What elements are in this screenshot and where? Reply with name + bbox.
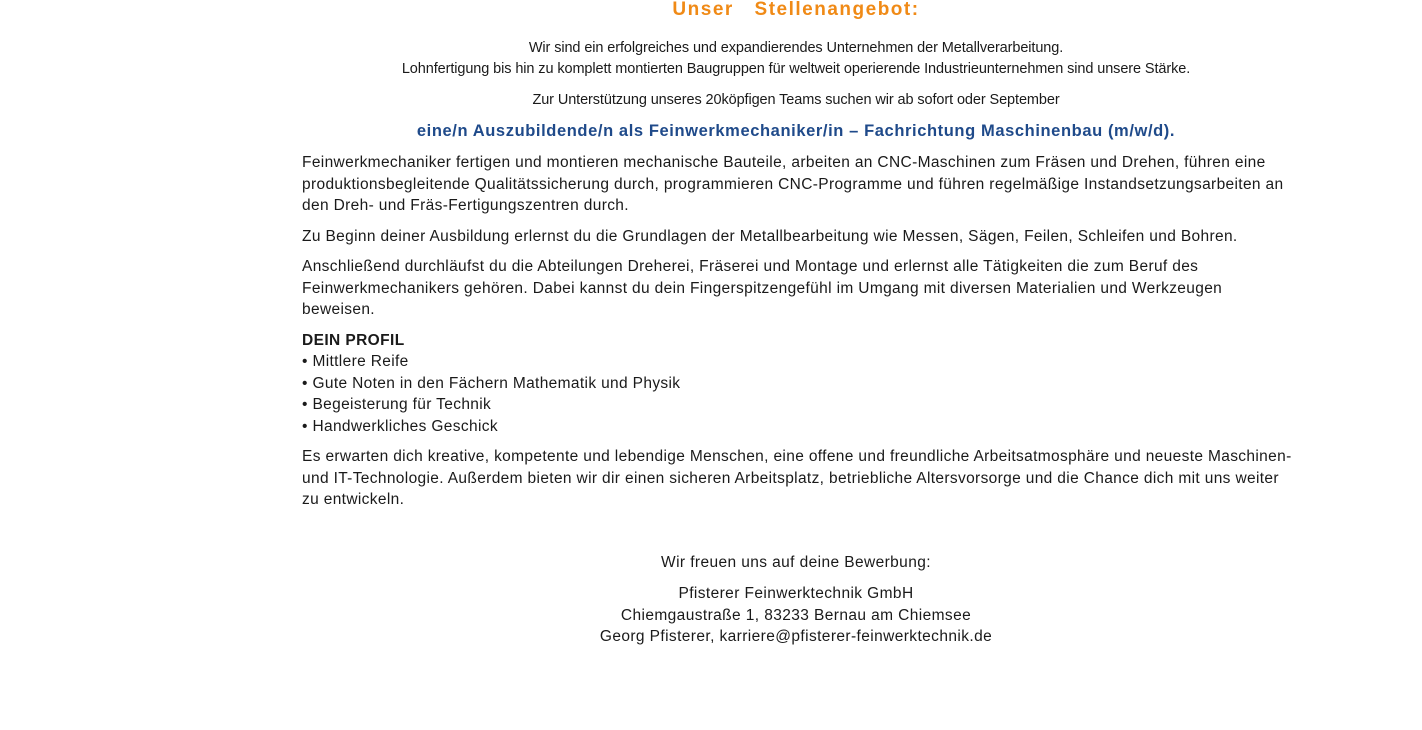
company-address: Chiemgaustraße 1, 83233 Bernau am Chiemsee [620, 606, 972, 624]
training-departments-paragraph: Anschließend durchläufst du die Abteilungen Dreherei, Fräserei und Montage und erlernst alle Tätigkeiten die zum Beruf des Feinwerkmechanikers gehören. Dabei kannst du dein Fingerspitzengefühl im Umgang mit diversen Materialien und Werkzeugen beweisen. [302, 258, 1223, 318]
intro-company-line: Wir sind ein erfolgreiches und expandierendes Unternehmen der Metallverarbeitung. [528, 40, 1064, 56]
list-item: • Gute Noten in den Fächern Mathematik und Physik [302, 373, 1292, 395]
job-posting [300, 0, 1292, 648]
profile-list [302, 351, 1292, 437]
contact-person-email: Georg Pfisterer, karriere@pfisterer-feinwerktechnik.de [599, 628, 993, 645]
job-title: eine/n Auszubildende/n als Feinwerkmechaniker/in – Fachrichtung Maschinenbau (m/w/d). [416, 122, 1176, 140]
training-start-paragraph: Zu Beginn deiner Ausbildung erlernst du die Grundlagen der Metallbearbeitung wie Messen, Sägen, Feilen, Schleifen und Bohren. [302, 227, 1238, 245]
profile-title: DEIN PROFIL [302, 331, 405, 349]
contact-greeting: Wir freuen uns auf deine Bewerbung: [661, 553, 931, 571]
list-item: • Mittlere Reife [302, 351, 1292, 373]
description-paragraph: Feinwerkmechaniker fertigen und montieren mechanische Bauteile, arbeiten an CNC-Maschinen zum Fräsen und Drehen, führen eine produktionsbegleitende Qualitätssicherung durch, programmieren CNC-Programme und führen regelmäßige Instandsetzungsarbeiten an den Dreh- und Fräs-Fertigungszentren durch. [302, 154, 1284, 214]
list-item: • Handwerkliches Geschick [302, 416, 1292, 438]
page-title: Unser Stellenangebot: [672, 0, 920, 20]
offer-paragraph: Es erwarten dich kreative, kompetente und lebendige Menschen, eine offene und freundliche Arbeitsatmosphäre und neueste Maschinen- und IT-Technologie. Außerdem bieten wir dir einen sicheren Arbeitsplatz, betriebliche Altersvorsorge und die Chance dich mit uns weiter zu entwickeln. [302, 448, 1292, 508]
list-item: • Begeisterung für Technik [302, 394, 1292, 416]
intro-strength-line: Lohnfertigung bis hin zu komplett montierten Baugruppen für weltweit operierende Industrieunternehmen sind unsere Stärke. [401, 61, 1191, 77]
intro-search-line: Zur Unterstützung unseres 20köpfigen Teams suchen wir ab sofort oder September [532, 92, 1060, 108]
contact-block [300, 583, 1292, 648]
company-name: Pfisterer Feinwerktechnik GmbH [678, 585, 914, 602]
